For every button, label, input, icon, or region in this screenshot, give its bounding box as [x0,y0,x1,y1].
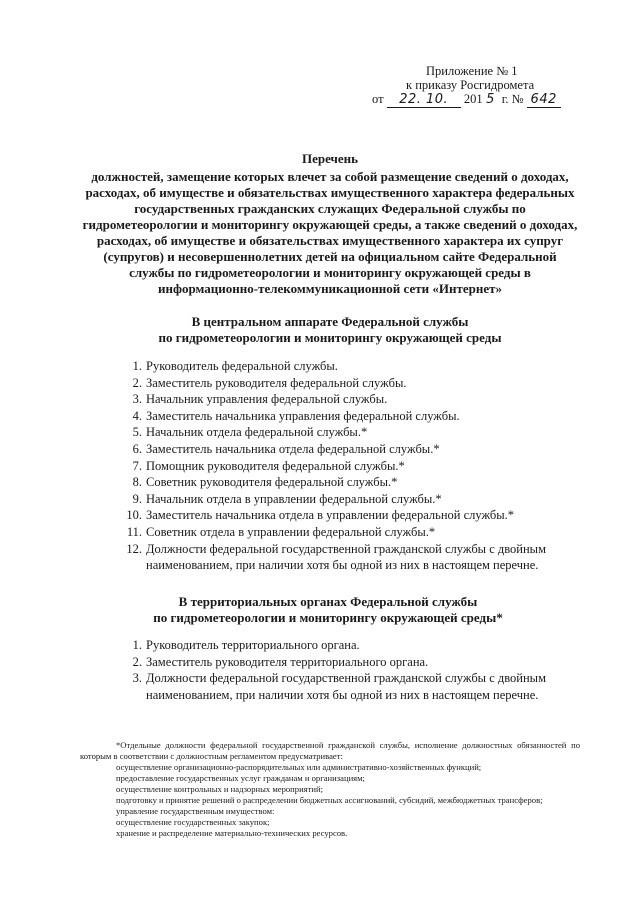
list-item-text: Начальник управления федеральной службы. [146,392,388,407]
appendix-year-prefix: 201 [463,92,483,106]
list-item-number: 9. [132,491,142,506]
list-item [118,424,578,441]
list-item [118,358,578,375]
footnote-item: подготовку и принятие решений о распределении бюджетных ассигнований, субсидий, межбюджетных трансферов; [116,795,543,805]
list-item-text: Заместитель начальника отдела в управлении федеральной службы.* [146,508,515,523]
list-item-text: Заместитель начальника управления федеральной службы. [146,408,460,423]
list-item [118,654,558,671]
section1-heading-line1: В центральном аппарате Федеральной службы [191,314,469,329]
footnote-item: управление государственным имуществом: [116,806,275,816]
list-item-text: Советник руководителя федеральной службы.* [146,475,398,490]
list-item-text: Заместитель руководителя федеральной службы. [146,375,407,390]
list-item [118,391,578,408]
footnote-item: хранение и распределение материально-технических ресурсов. [116,828,348,838]
footnote-block [80,740,580,839]
list-item-number: 1. [132,638,142,652]
list-item [118,524,578,541]
footnote-item: предоставление государственных услуг гражданам и организациям; [116,773,365,783]
list-item-text: Должности федеральной государственной гражданской службы с двойным наименованием, при наличии хотя бы одной из них в настоящем перечне. [146,671,546,702]
section2-list [118,637,558,703]
list-item [118,375,578,392]
list-item-number: 10. [126,508,142,523]
list-item-text: Советник отдела в управлении федеральной службы.* [146,524,436,539]
list-item-number: 4. [132,408,142,423]
title-heading: Перечень [301,151,359,166]
footnote-item: осуществление организационно-распорядительных или административно-хозяйственных функций; [116,762,482,772]
footnote-intro: *Отдельные должности федеральной государственной гражданской службы, исполнение должностных обязанностей по которым в соответствии с должностным регламентом предусматривает: [80,740,580,761]
list-item-number: 12. [126,541,142,556]
appendix-line2: к приказу Росгидромета [406,78,535,92]
list-item-text: Начальник отдела федеральной службы.* [146,425,368,440]
section1-heading-line2: по гидрометеорологии и мониторингу окружающей среды [158,330,502,345]
list-item-number: 3. [132,392,142,407]
list-item-number: 3. [132,671,142,686]
list-item [118,637,558,654]
list-item [118,441,578,458]
handwritten-date: 22. 10. [387,93,461,108]
section2-heading-line2: по гидрометеорологии и мониторингу окружающей среды* [153,610,503,625]
list-item [118,408,578,425]
list-item-number: 5. [132,425,142,440]
section1-list [118,358,578,574]
list-item [118,474,578,491]
list-item-number: 2. [132,375,142,390]
appendix-number-label: г. № [501,92,524,106]
footnote-item: осуществление контрольных и надзорных мероприятий; [116,784,323,794]
section2-heading [118,594,538,626]
list-item [118,458,578,475]
section1-heading [120,314,540,346]
section2-heading-line1: В территориальных органах Федеральной службы [178,594,478,609]
list-item [118,541,578,574]
list-item-text: Руководитель территориального органа. [146,638,360,652]
list-item-text: Заместитель руководителя территориального органа. [146,654,429,669]
footnote-item: осуществление государственных закупок; [116,817,270,827]
list-item-text: Руководитель федеральной службы. [146,359,338,373]
appendix-line1: Приложение № 1 [426,64,518,78]
list-item-number: 6. [132,441,142,456]
list-item-number: 11. [126,524,142,539]
list-item [118,507,578,524]
appendix-date-prefix: от [372,92,384,106]
appendix-date-line [372,92,612,108]
list-item [118,670,558,703]
list-item-number: 7. [132,458,142,473]
title-text: должностей, замещение которых влечет за собой размещение сведений о доходах, расходах, об имуществе и обязательствах имущественного характера федеральных государственных гражданских служащих Федеральной службы по гидрометеорологии и мониторингу окружающей среды, а также сведений о доходах, расходах, об имуществе и обязательствах имущественного характера их супруг (супругов) и несовершеннолетних детей на официальном сайте Федеральной службы по гидрометеорологии и мониторингу окружающей среды в информационно-телекоммуникационной сети «Интернет» [82,169,578,296]
list-item-number: 1. [132,359,142,373]
list-item-text: Заместитель начальника отдела федеральной службы.* [146,441,440,456]
list-item-text: Начальник отдела в управлении федеральной службы.* [146,491,442,506]
list-item-number: 2. [132,654,142,669]
handwritten-order-number: 642 [527,93,561,108]
document-title [80,151,580,297]
list-item-text: Должности федеральной государственной гражданской службы с двойным наименованием, при наличии хотя бы одной из них в настоящем перечне. [146,541,546,573]
list-item-text: Помощник руководителя федеральной службы.* [146,458,405,473]
appendix-header [372,64,612,108]
list-item [118,491,578,508]
list-item-number: 8. [132,475,142,490]
handwritten-year-digit: 5 [486,92,495,107]
